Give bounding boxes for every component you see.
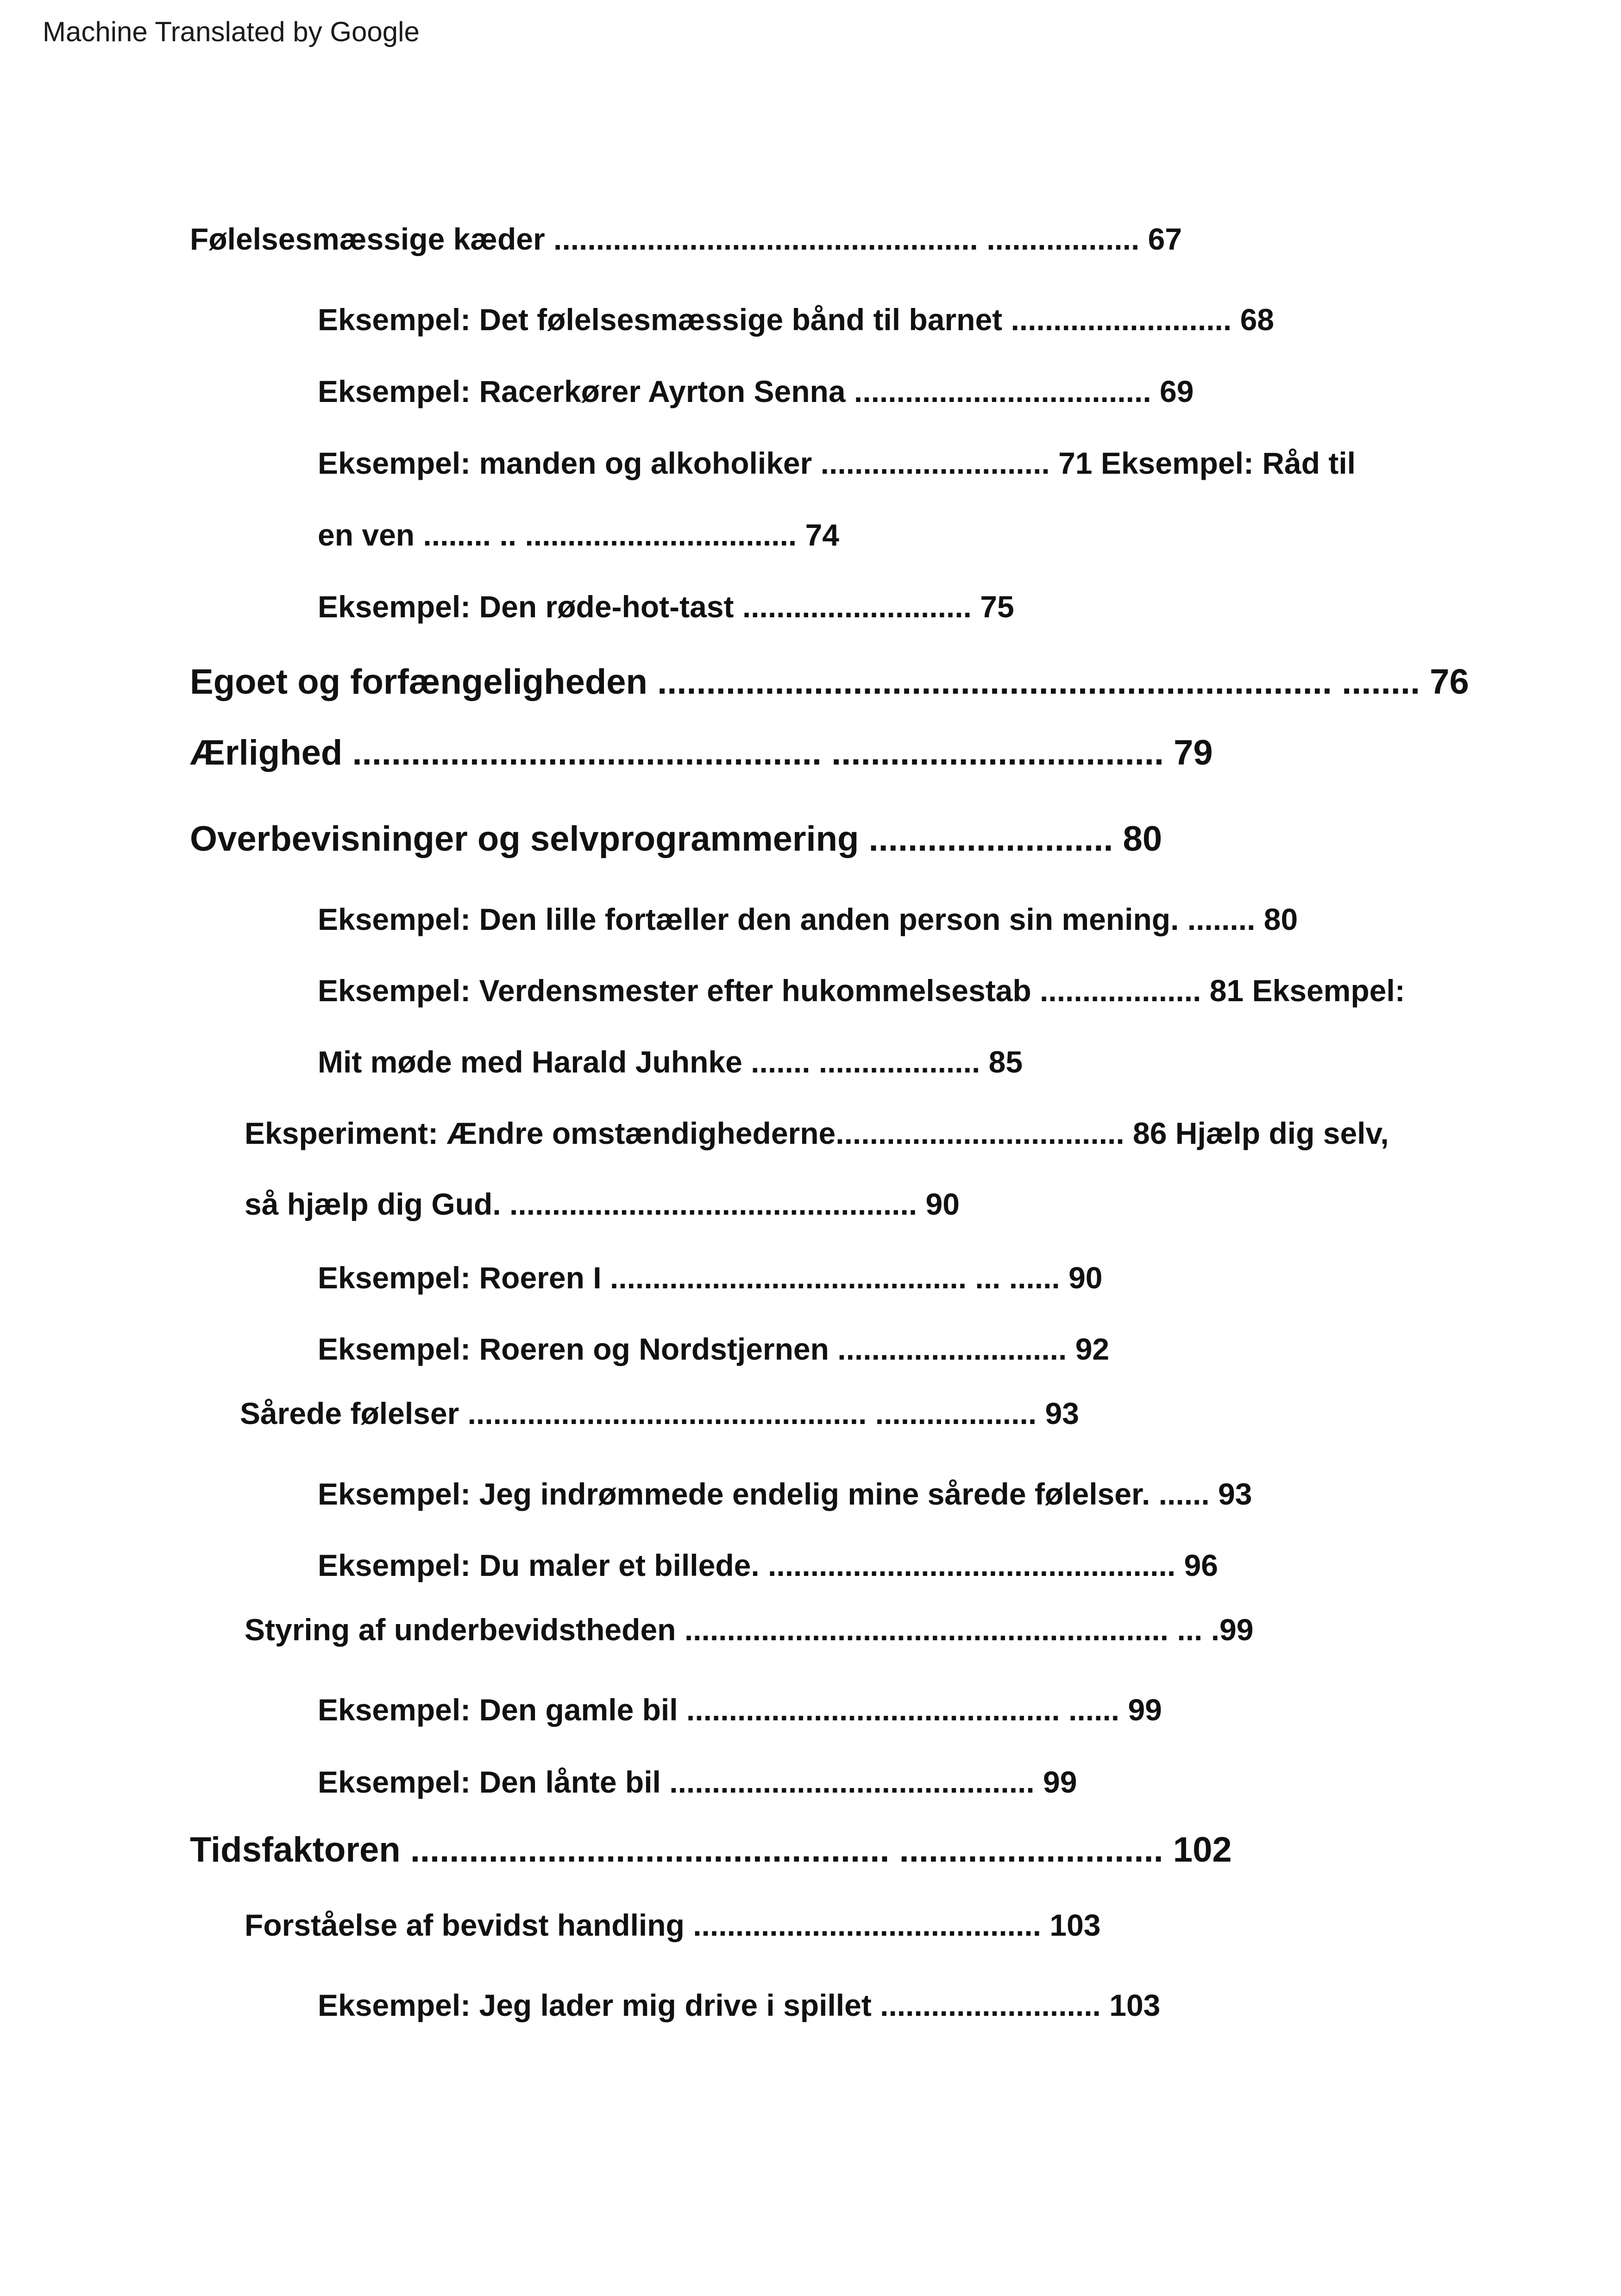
toc-entry: Eksempel: manden og alkoholiker ........................... 71 Eksempel: Råd til	[318, 446, 1356, 480]
toc-entry: Tidsfaktoren ................................................. ........................... 102	[190, 1830, 1232, 1869]
toc-entry: Følelsesmæssige kæder .................................................. .................. 67	[190, 222, 1182, 256]
toc-entry: Styring af underbevidstheden ......................................................... ... .99	[245, 1612, 1254, 1647]
toc-entry: Eksempel: Den lille fortæller den anden person sin mening. ........ 80	[318, 902, 1298, 936]
toc-entry: Eksempel: Jeg indrømmede endelig mine sårede følelser. ...... 93	[318, 1477, 1252, 1511]
toc-entry: Sårede følelser ............................................... ................... 93	[240, 1396, 1079, 1430]
toc-entry: Eksempel: Racerkører Ayrton Senna ................................... 69	[318, 374, 1194, 408]
machine-translated-header: Machine Translated by Google	[43, 16, 420, 47]
toc-entry: Eksempel: Verdensmester efter hukommelsestab ................... 81 Eksempel:	[318, 973, 1405, 1008]
toc-entry: Eksempel: Den gamle bil ............................................ ...... 99	[318, 1693, 1162, 1727]
toc-entry: en ven ........ .. ................................ 74	[318, 518, 839, 552]
toc-entry: Forståelse af bevidst handling ......................................... 103	[245, 1908, 1101, 1942]
toc-entry: Eksempel: Du maler et billede. ................................................ 96	[318, 1548, 1218, 1582]
toc-entry: Eksempel: Jeg lader mig drive i spillet .......................... 103	[318, 1988, 1161, 2022]
toc-entry: Ærlighed ................................................ .................................. 79	[190, 733, 1213, 772]
toc-entry: Overbevisninger og selvprogrammering ......................... 80	[190, 819, 1162, 859]
toc-entry: Eksempel: Det følelsesmæssige bånd til barnet .......................... 68	[318, 302, 1274, 337]
toc-entry: så hjælp dig Gud. ................................................ 90	[245, 1187, 960, 1221]
toc-entry: Eksempel: Den røde-hot-tast ........................... 75	[318, 590, 1014, 624]
toc-entry: Eksempel: Roeren og Nordstjernen ........................... 92	[318, 1332, 1110, 1366]
toc-entry: Eksempel: Roeren I .......................................... ... ...... 90	[318, 1261, 1103, 1295]
toc-entry: Mit møde med Harald Juhnke ....... ................... 85	[318, 1045, 1023, 1079]
toc-entry: Eksempel: Den lånte bil ........................................... 99	[318, 1765, 1077, 1799]
toc-entry: Eksperiment: Ændre omstændighederne.................................. 86 Hjælp dig selv,	[245, 1116, 1389, 1150]
toc-entry: Egoet og forfængeligheden ..................................................................... ........ 76	[190, 662, 1469, 702]
